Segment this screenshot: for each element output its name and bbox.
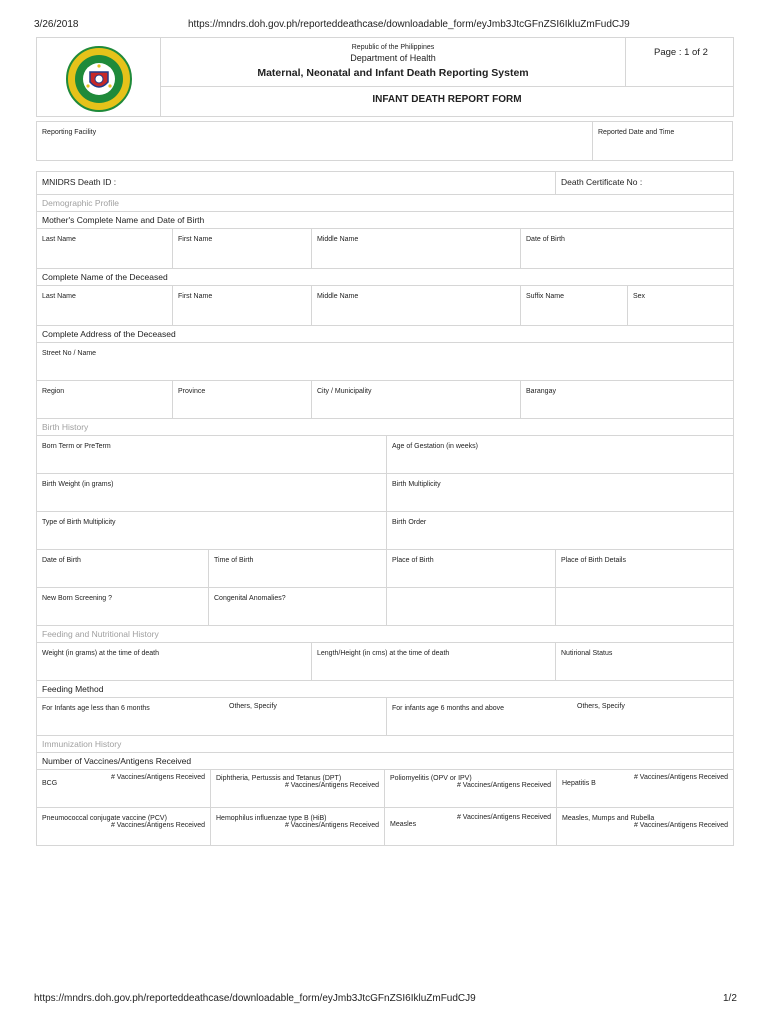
time-of-birth-field[interactable] bbox=[209, 550, 387, 588]
field-label: Weight (in grams) at the time of death bbox=[42, 650, 159, 657]
field-label: Date of Birth bbox=[526, 236, 565, 243]
field-label: For Infants age less than 6 months bbox=[42, 705, 150, 712]
reporting-facility-field[interactable] bbox=[37, 122, 593, 161]
mother-first-name-field[interactable] bbox=[173, 229, 312, 269]
others-specify-label: Others, Specify bbox=[229, 703, 277, 710]
gestation-field[interactable] bbox=[387, 436, 734, 474]
dpt-field[interactable] bbox=[211, 770, 385, 808]
birth-history-heading: Birth History bbox=[37, 419, 734, 436]
city-field[interactable] bbox=[312, 381, 521, 419]
republic-text: Republic of the Philippines bbox=[351, 44, 435, 51]
form-title-cell bbox=[161, 86, 734, 116]
print-url-footer: https://mndrs.doh.gov.ph/reporteddeathcase/downloadable_form/eyJmb3JtcGFnZSI6IkluZmFudCJ9 bbox=[34, 993, 476, 1004]
deceased-address-heading: Complete Address of the Deceased bbox=[37, 326, 734, 343]
print-page-count: 1/2 bbox=[723, 993, 737, 1004]
immunization-history-heading: Immunization History bbox=[37, 736, 734, 753]
type-multiplicity-field[interactable] bbox=[37, 512, 387, 550]
empty-cell[interactable] bbox=[556, 588, 734, 626]
empty-cell[interactable] bbox=[387, 588, 556, 626]
pcv-label: Pneumococcal conjugate vaccine (PCV) bbox=[42, 815, 167, 822]
doh-seal-cell bbox=[37, 38, 161, 117]
street-field[interactable] bbox=[37, 343, 734, 381]
field-label: Last Name bbox=[42, 293, 76, 300]
weight-at-death-field[interactable] bbox=[37, 643, 312, 681]
received-label: # Vaccines/Antigens Received bbox=[456, 782, 551, 789]
deceased-first-name-field[interactable] bbox=[173, 286, 312, 326]
print-url-header: https://mndrs.doh.gov.ph/reporteddeathcase/downloadable_form/eyJmb3JtcGFnZSI6IkluZmFudCJ9 bbox=[188, 19, 630, 30]
region-field[interactable] bbox=[37, 381, 173, 419]
feeding-method-heading: Feeding Method bbox=[37, 681, 734, 698]
polio-label: Poliomyelitis (OPV or IPV) bbox=[390, 775, 472, 782]
mother-last-name-field[interactable] bbox=[37, 229, 173, 269]
mmr-field[interactable] bbox=[557, 808, 734, 846]
bcg-label: BCG bbox=[42, 780, 58, 787]
field-label: Suffix Name bbox=[526, 293, 564, 300]
field-label: Time of Birth bbox=[214, 557, 254, 564]
bcg-field[interactable] bbox=[37, 770, 211, 808]
polio-field[interactable] bbox=[385, 770, 557, 808]
nutritional-status-field[interactable] bbox=[556, 643, 734, 681]
received-label: # Vaccines/Antigens Received bbox=[110, 822, 205, 829]
main-form bbox=[36, 171, 733, 846]
reporting-section bbox=[36, 121, 733, 160]
received-label: # Vaccines/Antigens Received bbox=[284, 822, 379, 829]
field-label: For infants age 6 months and above bbox=[392, 705, 505, 712]
mother-middle-name-field[interactable] bbox=[312, 229, 521, 269]
field-label: Birth Multiplicity bbox=[392, 481, 441, 488]
reporting-facility-label: Reporting Facility bbox=[42, 129, 97, 136]
received-label: # Vaccines/Antigens Received bbox=[284, 782, 379, 789]
vaccine-table bbox=[36, 769, 734, 846]
death-certificate-label: Death Certificate No : bbox=[561, 177, 643, 187]
received-label: # Vaccines/Antigens Received bbox=[633, 774, 728, 781]
feeding-over-6-field[interactable] bbox=[387, 698, 734, 736]
field-label: Place of Birth Details bbox=[561, 557, 626, 564]
field-label: Age of Gestation (in weeks) bbox=[392, 443, 478, 450]
received-label: # Vaccines/Antigens Received bbox=[633, 822, 728, 829]
field-label: Last Name bbox=[42, 236, 76, 243]
barangay-field[interactable] bbox=[521, 381, 734, 419]
feeding-under-6-field[interactable] bbox=[37, 698, 387, 736]
field-label: Middle Name bbox=[317, 236, 359, 243]
born-term-field[interactable] bbox=[37, 436, 387, 474]
place-of-birth-field[interactable] bbox=[387, 550, 556, 588]
field-label: New Born Screening ? bbox=[42, 595, 113, 602]
field-label: Province bbox=[178, 388, 206, 395]
deceased-middle-name-field[interactable] bbox=[312, 286, 521, 326]
print-date: 3/26/2018 bbox=[34, 19, 79, 30]
pcv-field[interactable] bbox=[37, 808, 211, 846]
system-title: Maternal, Neonatal and Infant Death Reporting System bbox=[257, 67, 529, 79]
deceased-last-name-field[interactable] bbox=[37, 286, 173, 326]
deceased-sex-field[interactable] bbox=[628, 286, 734, 326]
field-label: Born Term or PreTerm bbox=[42, 443, 111, 450]
province-field[interactable] bbox=[173, 381, 312, 419]
hepatitis-b-label: Hepatitis B bbox=[562, 780, 596, 787]
deceased-name-heading: Complete Name of the Deceased bbox=[37, 269, 734, 286]
received-label: # Vaccines/Antigens Received bbox=[110, 774, 205, 781]
death-id-field[interactable] bbox=[37, 172, 556, 195]
deceased-suffix-field[interactable] bbox=[521, 286, 628, 326]
field-label: Region bbox=[42, 388, 65, 395]
field-label: Sex bbox=[633, 293, 646, 300]
place-of-birth-details-field[interactable] bbox=[556, 550, 734, 588]
field-label: Nutirional Status bbox=[561, 650, 613, 657]
birth-order-field[interactable] bbox=[387, 512, 734, 550]
field-label: Birth Weight (in grams) bbox=[42, 481, 114, 488]
received-label: # Vaccines/Antigens Received bbox=[456, 814, 551, 821]
page-indicator: Page : 1 of 2 bbox=[654, 47, 708, 58]
field-label: Date of Birth bbox=[42, 557, 81, 564]
field-label: Middle Name bbox=[317, 293, 359, 300]
length-at-death-field[interactable] bbox=[312, 643, 556, 681]
mother-name-heading: Mother's Complete Name and Date of Birth bbox=[37, 212, 734, 229]
field-label: Type of Birth Multiplicity bbox=[42, 519, 116, 526]
reported-datetime-field[interactable] bbox=[593, 122, 733, 161]
header-title-cell bbox=[161, 38, 626, 87]
department-text: Department of Health bbox=[350, 53, 436, 63]
field-label: First Name bbox=[178, 236, 213, 243]
congenital-anomalies-field[interactable] bbox=[209, 588, 387, 626]
reported-datetime-label: Reported Date and Time bbox=[598, 129, 675, 136]
demographic-profile-heading: Demographic Profile bbox=[37, 195, 734, 212]
field-label: Birth Order bbox=[392, 519, 427, 526]
vaccine-count-heading: Number of Vaccines/Antigens Received bbox=[37, 753, 734, 770]
measles-label: Measles bbox=[390, 821, 417, 828]
birth-weight-field[interactable] bbox=[37, 474, 387, 512]
mmr-label: Measles, Mumps and Rubella bbox=[562, 815, 655, 822]
feeding-history-heading: Feeding and Nutritional History bbox=[37, 626, 734, 643]
mother-dob-field[interactable] bbox=[521, 229, 734, 269]
hib-field[interactable] bbox=[211, 808, 385, 846]
doh-seal-icon bbox=[66, 46, 132, 112]
field-label: First Name bbox=[178, 293, 213, 300]
field-label: Street No / Name bbox=[42, 350, 97, 357]
field-label: Barangay bbox=[526, 388, 556, 395]
death-certificate-field[interactable] bbox=[556, 172, 734, 195]
newborn-screening-field[interactable] bbox=[37, 588, 209, 626]
form-header bbox=[36, 37, 733, 116]
form-title: INFANT DEATH REPORT FORM bbox=[372, 93, 522, 105]
death-id-label: MNIDRS Death ID : bbox=[42, 177, 117, 187]
page-cell bbox=[626, 38, 734, 87]
others-specify-label: Others, Specify bbox=[577, 703, 625, 710]
hepatitis-b-field[interactable] bbox=[557, 770, 734, 808]
birth-multiplicity-field[interactable] bbox=[387, 474, 734, 512]
field-label: Place of Birth bbox=[392, 557, 434, 564]
hib-label: Hemophilus influenzae type B (HiB) bbox=[216, 815, 327, 822]
field-label: Congenital Anomalies? bbox=[214, 595, 286, 602]
measles-field[interactable] bbox=[385, 808, 557, 846]
field-label: Length/Height (in cms) at the time of death bbox=[317, 650, 450, 657]
dpt-label: Diphtheria, Pertussis and Tetanus (DPT) bbox=[216, 775, 342, 782]
field-label: City / Municipality bbox=[317, 388, 372, 395]
date-of-birth-field[interactable] bbox=[37, 550, 209, 588]
